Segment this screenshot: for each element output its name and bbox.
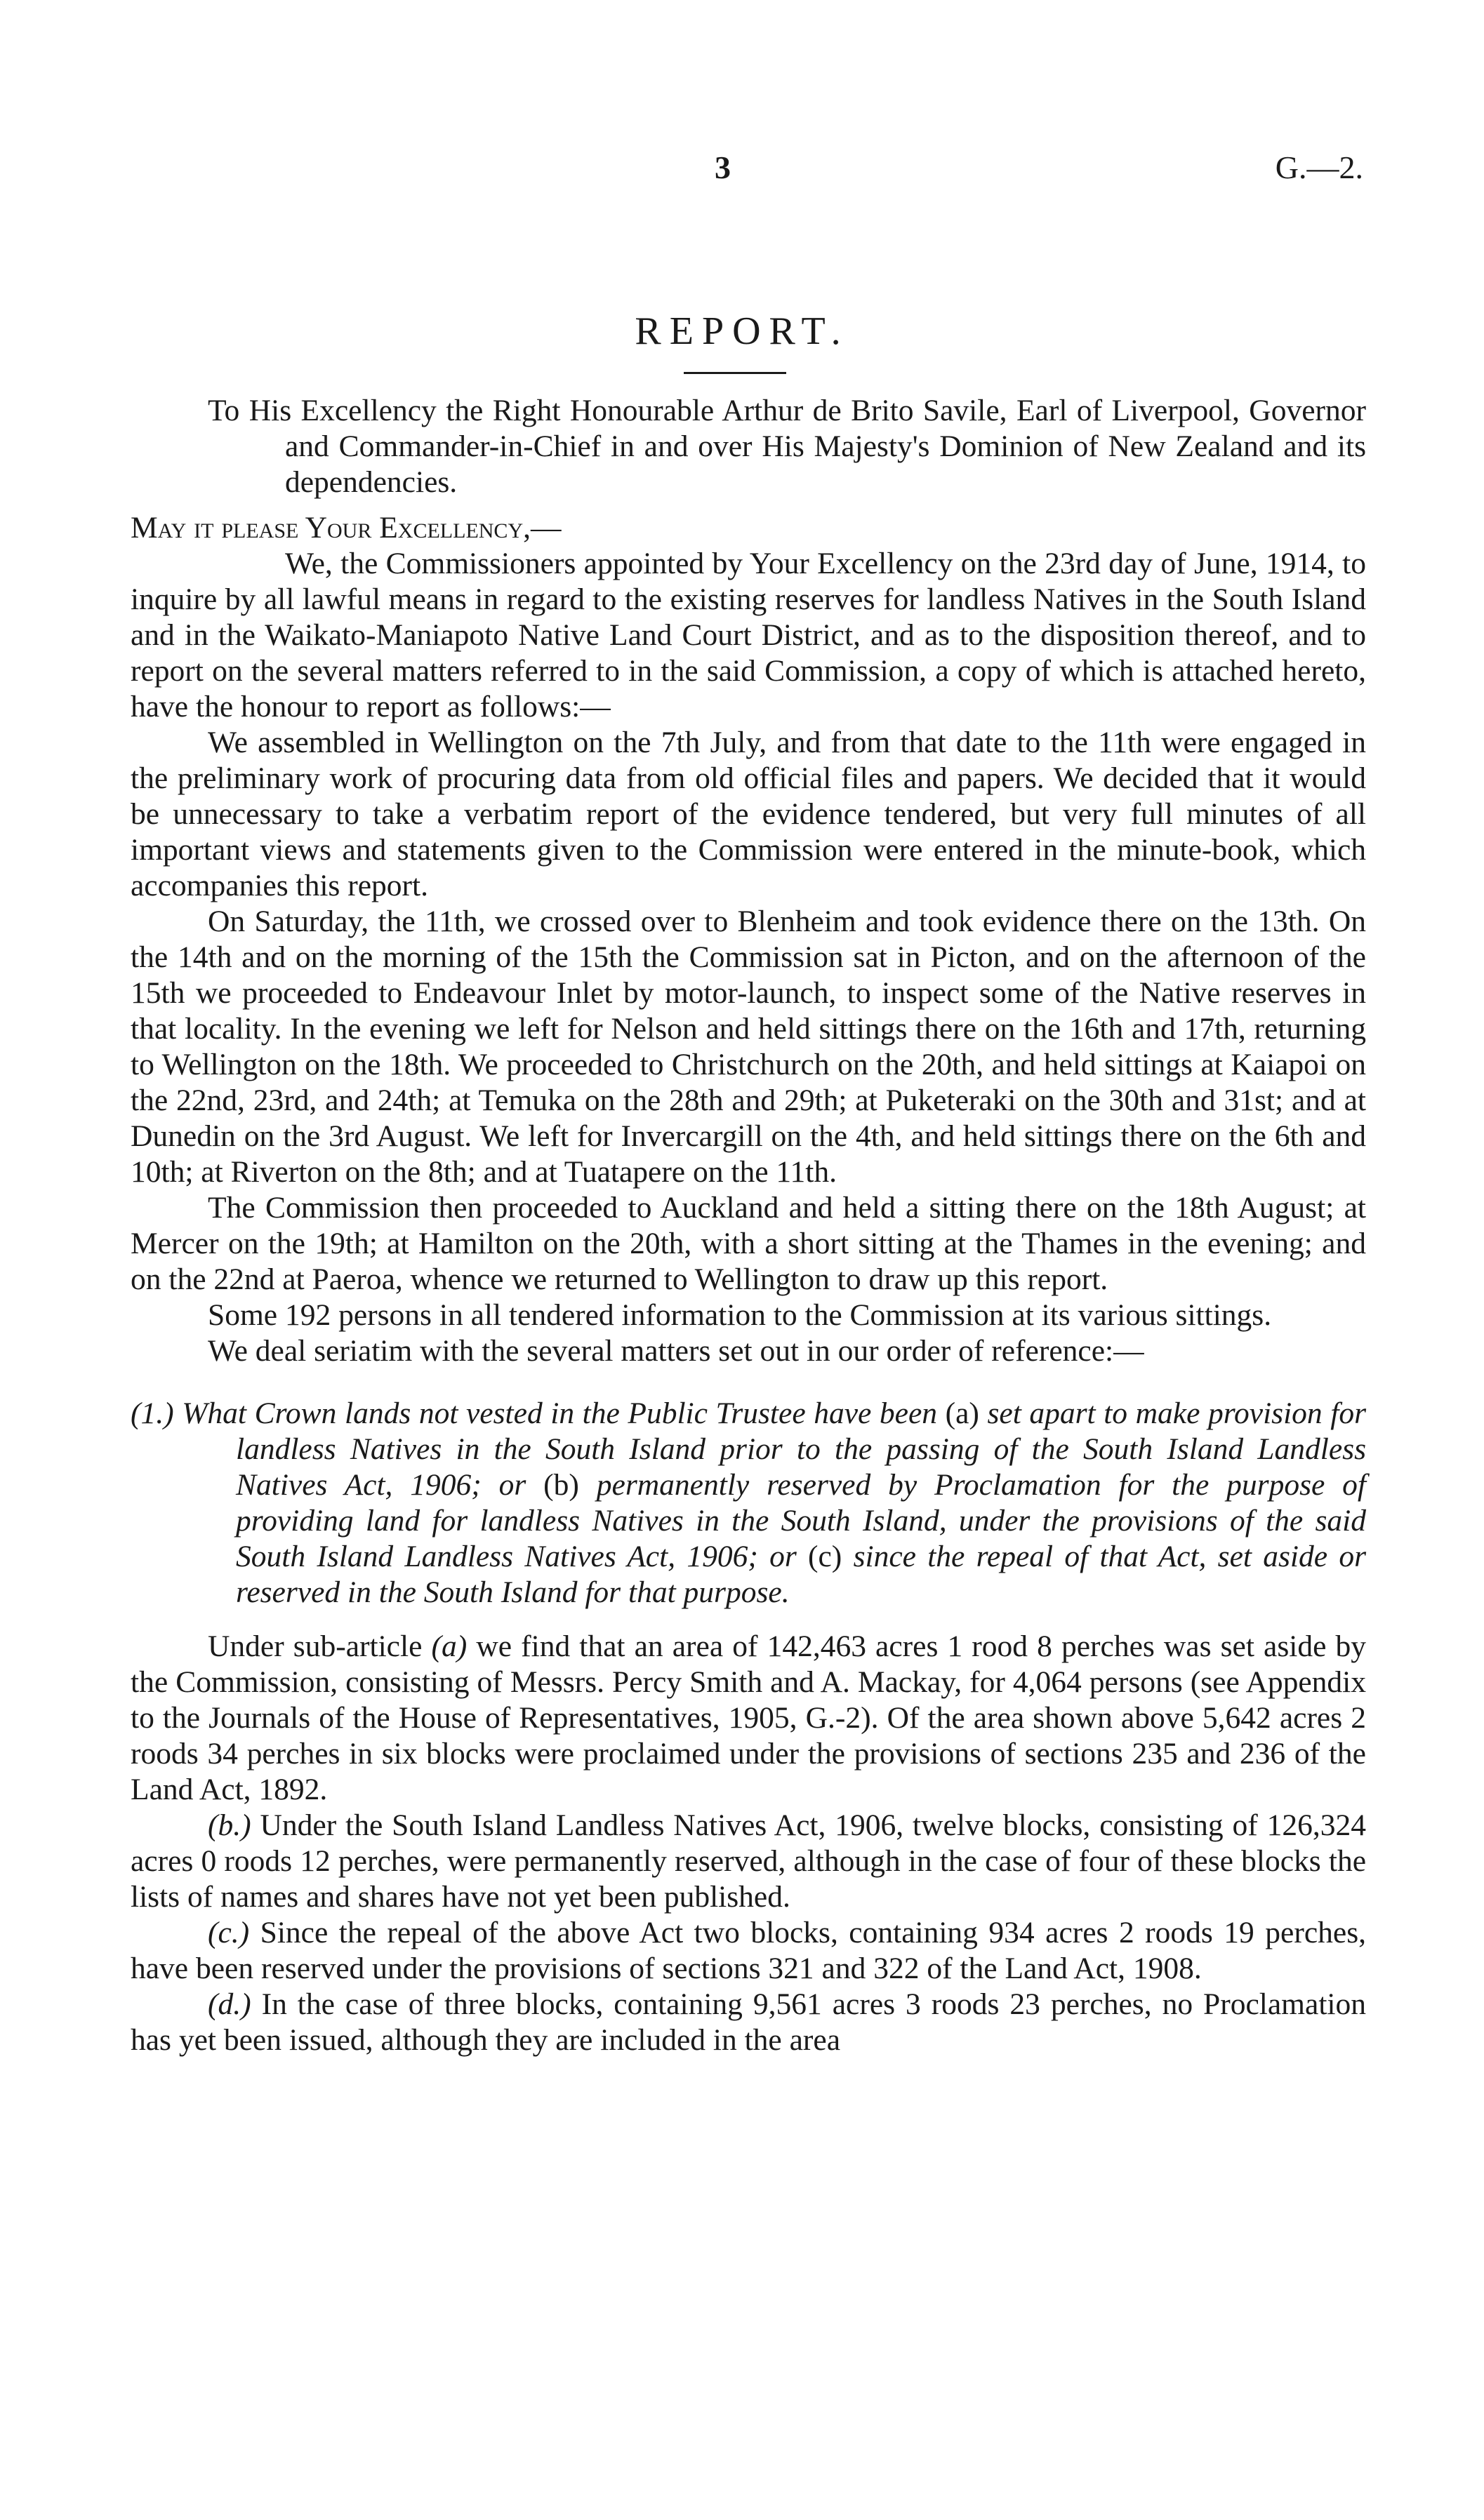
answer-a-text: we find that an area of 142,463 acres 1 rood 8 perches was set aside by the Commission, consisting of Messrs. Percy Smith and A. Mackay, for 4,064 persons (see Appendix to the Journals of the House of Representatives, 1905, G.-2). Of the area shown above 5,642 acres 2 roods 34 perches in six blocks were proclaimed under the provisions of sections 235 and 236 of the Land Act, 1892.: [131, 1629, 1367, 1806]
report-body: [131, 393, 1366, 2058]
question-text-1: What Crown lands not vested in the Public Trustee have been: [182, 1396, 938, 1430]
salutation: May it please Your Excellency,—: [131, 511, 562, 545]
address-block: To His Excellency the Right Honourable Arthur de Brito Savile, Earl of Liverpool, Governor and Commander-in-Chief in and over His Majesty's Dominion of New Zealand and its dependencies.: [208, 394, 1366, 499]
answer-a-lead: Under sub-article: [208, 1629, 423, 1663]
paragraph-south-island-sittings: On Saturday, the 11th, we crossed over to Blenheim and took evidence there on the 13th. On the 14th and on the morning of the 15th the Commission sat in Picton, and on the afternoon of the 15th we proceeded to Endeavour Inlet by motor-launch, to inspect some of the Native reserves in that locality. In the evening we left for Nelson and held sittings there on the 16th and 17th, returning to Wellington on the 18th. We proceeded to Christchurch on the 20th, and held sittings at Kaiapoi on the 22nd, 23rd, and 24th; at Temuka on the 28th and 29th; at Puketeraki on the 30th and 31st; and at Dunedin on the 3rd August. We left for Invercargill on the 4th, and held sittings there on the 6th and 10th; at Riverton on the 8th; and at Tuatapere on the 11th.: [131, 905, 1366, 1189]
question-number: (1.): [131, 1396, 174, 1430]
paragraph-commission: We, the Commissioners appointed by Your Excellency on the 23rd day of June, 1914, to inquire by all lawful means in regard to the existing reserves for landless Natives in the South Island and in the Waikato-Maniapoto Native Land Court District, and as to the disposition thereof, and to report on the several matters referred to in the said Commission, a copy of which is attached hereto, have the honour to report as follows:—: [131, 547, 1366, 724]
answer-d: [131, 1987, 1366, 2058]
question-label-a: (a): [945, 1396, 979, 1430]
paragraph-assembly: We assembled in Wellington on the 7th July, and from that date to the 11th were engaged in the preliminary work of procuring data from old official files and papers. We decided that it would be unnecessary to take a verbatim report of the evidence tendered, but very full minutes of all important views and statements given to the Commission were entered in the minute-book, which accompanies this report.: [131, 726, 1366, 902]
document-code: G.—2.: [1275, 149, 1363, 185]
paragraph-persons-count: Some 192 persons in all tendered information to the Commission at its various sittings.: [208, 1298, 1272, 1332]
report-title: REPORT.: [635, 309, 849, 353]
answer-a-label: (a): [431, 1629, 468, 1663]
answer-c-label: (c.): [208, 1916, 250, 1949]
answer-c: [131, 1915, 1366, 1987]
reference-question-1: [131, 1396, 1366, 1611]
page-number: 3: [715, 149, 731, 185]
paragraph-north-island-sittings: The Commission then proceeded to Auckland and held a sitting there on the 18th August; at Mercer on the 19th; at Hamilton on the 20th, with a short sitting at the Thames in the evening; and on the 22nd at Paeroa, whence we returned to Wellington to draw up this report.: [131, 1191, 1366, 1296]
question-text-3: permanently reserved by Proclamation for the purpose of providing land for landless Natives in the South Island, under the provisions of the said South Island Landless Natives Act, 1906; or: [236, 1468, 1367, 1573]
answer-d-label: (d.): [208, 1987, 251, 2021]
paragraph-seriatim: We deal seriatim with the several matters set out in our order of reference:—: [208, 1334, 1144, 1368]
answer-b-label: (b.): [208, 1808, 251, 1842]
question-text-2: set apart to make provision for landless Natives in the South Island prior to the passing of the South Island Landless Natives Act, 1906; or: [236, 1396, 1367, 1502]
answer-b: [131, 1808, 1366, 1915]
answer-a: [131, 1629, 1366, 1808]
question-label-c: (c): [808, 1540, 842, 1573]
title-divider: [684, 372, 786, 374]
question-label-b: (b): [543, 1468, 579, 1502]
question-text-4: since the repeal of that Act, set aside or reserved in the South Island for that purpose.: [236, 1540, 1367, 1609]
answer-c-text: Since the repeal of the above Act two blocks, containing 934 acres 2 roods 19 perches, have been reserved under the provisions of sections 321 and 322 of the Land Act, 1908.: [131, 1916, 1367, 1985]
answer-d-text: In the case of three blocks, containing 9,561 acres 3 roods 23 perches, no Proclamation has yet been issued, although they are included in the area: [131, 1987, 1366, 2057]
answer-b-text: Under the South Island Landless Natives Act, 1906, twelve blocks, consisting of 126,324 acres 0 roods 12 perches, were permanently reserved, although in the case of four of these blocks the lists of names and shares have not yet been published.: [131, 1808, 1367, 1914]
